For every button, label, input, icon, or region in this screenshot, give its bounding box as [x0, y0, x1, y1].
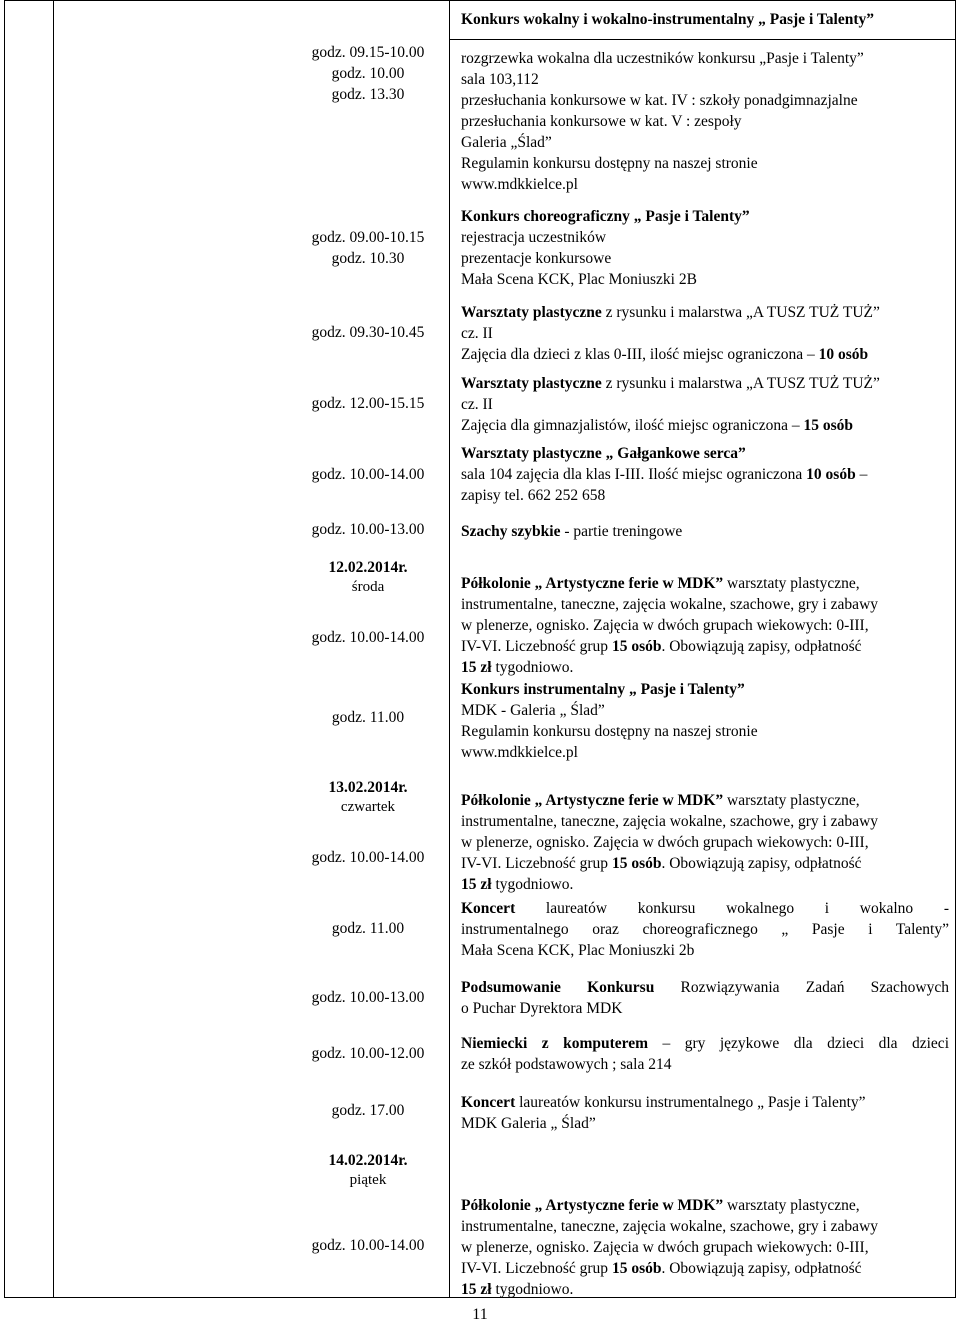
event-text: laureatów konkursu wokalnego i wokalno -	[515, 900, 949, 917]
event-text: Zajęcia dla gimnazjalistów, ilość miejsc ograniczona –	[461, 417, 804, 434]
event-line	[461, 874, 573, 895]
event-line: rozgrzewka wokalna dla uczestników konkursu „Pasje i Talenty”	[461, 50, 864, 67]
event-text-bold: 10 osób	[818, 346, 869, 363]
event-line	[461, 657, 573, 678]
event-text-bold: 15 zł	[461, 659, 492, 676]
time-cell: godz. 13.30	[331, 86, 405, 103]
event-line	[461, 853, 861, 874]
event-line	[461, 573, 860, 594]
day-weekday: środa	[351, 579, 385, 595]
time-cell: godz. 11.00	[331, 920, 405, 937]
event-line: Regulamin konkursu dostępny na naszej stronie	[461, 155, 758, 172]
event-line	[461, 790, 860, 811]
event-line: instrumentalne, taneczne, zajęcia wokalne, szachowe, gry i zabawy	[461, 813, 879, 830]
table-border-col1	[53, 0, 54, 1298]
event-line: cz. II	[461, 325, 493, 342]
table-border-top	[4, 0, 956, 1]
event-line: instrumentalne, taneczne, zajęcia wokalne, szachowe, gry i zabawy	[461, 596, 879, 613]
event-text: warsztaty plastyczne,	[723, 575, 860, 592]
event-line: cz. II	[461, 396, 493, 413]
event-line	[461, 344, 868, 365]
event-text: IV-VI. Liczebność grup	[461, 1260, 612, 1277]
event-line: przesłuchania konkursowe w kat. V : zespoły	[461, 113, 742, 130]
page-number: 11	[472, 1306, 488, 1323]
time-cell: godz. 10.00-13.00	[311, 989, 425, 1006]
event-text: - partie treningowe	[560, 523, 683, 540]
time-cell: godz. 11.00	[331, 709, 405, 726]
time-cell: godz. 10.30	[331, 250, 405, 267]
event-text-bold: 15 osób	[803, 417, 853, 434]
event-line	[461, 977, 949, 998]
time-cell: godz. 10.00-12.00	[311, 1045, 425, 1062]
day-weekday: piątek	[349, 1172, 387, 1188]
event-text: tygodniowo.	[491, 876, 574, 893]
event-text: z rysunku i malarstwa „A TUSZ TUŻ TUŻ”	[601, 375, 880, 392]
event-title: Niemiecki z komputerem	[461, 1035, 649, 1052]
event-line	[461, 1033, 949, 1054]
event-line: Mała Scena KCK, Plac Moniuszki 2B	[461, 271, 697, 288]
event-line: prezentacje konkursowe	[461, 250, 612, 267]
table-border-col2	[449, 0, 450, 1298]
event-line	[461, 636, 861, 657]
event-line	[461, 302, 880, 323]
event-text: sala 104 zajęcia dla klas I-III. Ilość miejsc ograniczona	[461, 466, 807, 483]
event-title: Półkolonie „ Artystyczne ferie w MDK”	[461, 575, 724, 592]
event-line: w plenerze, ognisko. Zajęcia w dwóch grupach wiekowych: 0-III,	[461, 617, 869, 634]
event-text: Zajęcia dla dzieci z klas 0-III, ilość miejsc ograniczona –	[461, 346, 819, 363]
event-text-bold: 15 osób	[611, 855, 662, 872]
event-text: Rozwiązywania Zadań Szachowych	[654, 979, 950, 996]
event-line: w plenerze, ognisko. Zajęcia w dwóch grupach wiekowych: 0-III,	[461, 1239, 869, 1256]
event-title: Koncert	[461, 900, 516, 917]
event-text-bold: 15 osób	[611, 1260, 662, 1277]
event-line: o Puchar Dyrektora MDK	[461, 1000, 623, 1017]
event-line	[461, 521, 682, 542]
event-title: Warsztaty plastyczne	[461, 375, 602, 392]
time-cell: godz. 09.00-10.15	[311, 229, 425, 246]
event-text-bold: 10 osób	[806, 466, 856, 483]
time-cell: godz. 10.00-14.00	[311, 629, 425, 646]
event-title: Konkurs instrumentalny „ Pasje i Talenty”	[461, 681, 745, 698]
event-line	[461, 464, 867, 485]
header-divider	[449, 39, 956, 40]
event-line	[461, 898, 949, 919]
event-line	[461, 373, 880, 394]
event-line: rejestracja uczestników	[461, 229, 607, 246]
event-text: IV-VI. Liczebność grup	[461, 638, 612, 655]
time-cell: godz. 09.15-10.00	[311, 44, 425, 61]
event-text: . Obowiązują zapisy, odpłatność	[661, 1260, 862, 1277]
event-line: MDK Galeria „ Ślad”	[461, 1115, 596, 1132]
day-weekday: czwartek	[340, 799, 396, 815]
event-line: Mała Scena KCK, Plac Moniuszki 2b	[461, 942, 695, 959]
event-text: . Obowiązują zapisy, odpłatność	[661, 855, 862, 872]
event-line: sala 103,112	[461, 71, 539, 88]
time-cell: godz. 10.00-14.00	[311, 1237, 425, 1254]
event-line: Regulamin konkursu dostępny na naszej stronie	[461, 723, 758, 740]
event-text-bold: 15 zł	[461, 1281, 492, 1298]
event-title: Warsztaty plastyczne „ Gałgankowe serca”	[461, 445, 746, 462]
time-cell: godz. 12.00-15.15	[311, 395, 425, 412]
event-line: instrumentalnego oraz choreograficznego „ Pasje i Talenty”	[461, 921, 949, 938]
time-cell: godz. 09.30-10.45	[311, 324, 425, 341]
event-line: zapisy tel. 662 252 658	[461, 487, 606, 504]
event-line: Galeria „Ślad”	[461, 134, 552, 151]
event-link[interactable]: www.mdkkielce.pl	[461, 744, 578, 761]
event-line	[461, 415, 853, 436]
day-date: 13.02.2014r.	[328, 779, 408, 796]
event-title: Koncert	[461, 1094, 516, 1111]
event-line	[461, 1279, 573, 1300]
event-line: w plenerze, ognisko. Zajęcia w dwóch grupach wiekowych: 0-III,	[461, 834, 869, 851]
event-text: . Obowiązują zapisy, odpłatność	[661, 638, 862, 655]
event-line	[461, 1195, 860, 1216]
event-text: z rysunku i malarstwa „A TUSZ TUŻ TUŻ”	[601, 304, 880, 321]
event-title: Podsumowanie Konkursu	[461, 979, 655, 996]
event-text: laureatów konkursu instrumentalnego „ Pasje i Talenty”	[515, 1094, 866, 1111]
event-title: Warsztaty plastyczne	[461, 304, 602, 321]
event-line: ze szkół podstawowych ; sala 214	[461, 1056, 672, 1073]
time-cell: godz. 10.00-13.00	[311, 521, 425, 538]
event-text: warsztaty plastyczne,	[723, 1197, 860, 1214]
event-text: tygodniowo.	[491, 659, 574, 676]
day-date: 14.02.2014r.	[328, 1152, 408, 1169]
event-line	[461, 1258, 861, 1279]
table-border-right	[955, 0, 956, 1298]
event-line: instrumentalne, taneczne, zajęcia wokalne, szachowe, gry i zabawy	[461, 1218, 879, 1235]
time-cell: godz. 17.00	[331, 1102, 405, 1119]
event-text: – gry językowe dla dzieci dla dzieci	[648, 1035, 949, 1052]
table-border-left	[4, 0, 5, 1298]
event-line	[461, 1092, 866, 1113]
event-title: Półkolonie „ Artystyczne ferie w MDK”	[461, 792, 724, 809]
day-date: 12.02.2014r.	[328, 559, 408, 576]
time-cell: godz. 10.00-14.00	[311, 849, 425, 866]
event-text-bold: 15 zł	[461, 876, 492, 893]
time-cell: godz. 10.00	[331, 65, 405, 82]
event-line: przesłuchania konkursowe w kat. IV : szkoły ponadgimnazjalne	[461, 92, 858, 109]
event-text: warsztaty plastyczne,	[723, 792, 860, 809]
event-text: –	[855, 466, 868, 483]
event-title: Półkolonie „ Artystyczne ferie w MDK”	[461, 1197, 724, 1214]
event-title: Konkurs choreograficzny „ Pasje i Talenty”	[461, 208, 750, 225]
event-text-bold: 15 osób	[611, 638, 662, 655]
event-line: MDK - Galeria „ Ślad”	[461, 702, 605, 719]
event-link[interactable]: www.mdkkielce.pl	[461, 176, 578, 193]
event-title: Szachy szybkie	[461, 523, 561, 540]
page-title: Konkurs wokalny i wokalno-instrumentalny „ Pasje i Talenty”	[461, 11, 874, 28]
time-cell: godz. 10.00-14.00	[311, 466, 425, 483]
event-text: tygodniowo.	[491, 1281, 574, 1298]
event-text: IV-VI. Liczebność grup	[461, 855, 612, 872]
